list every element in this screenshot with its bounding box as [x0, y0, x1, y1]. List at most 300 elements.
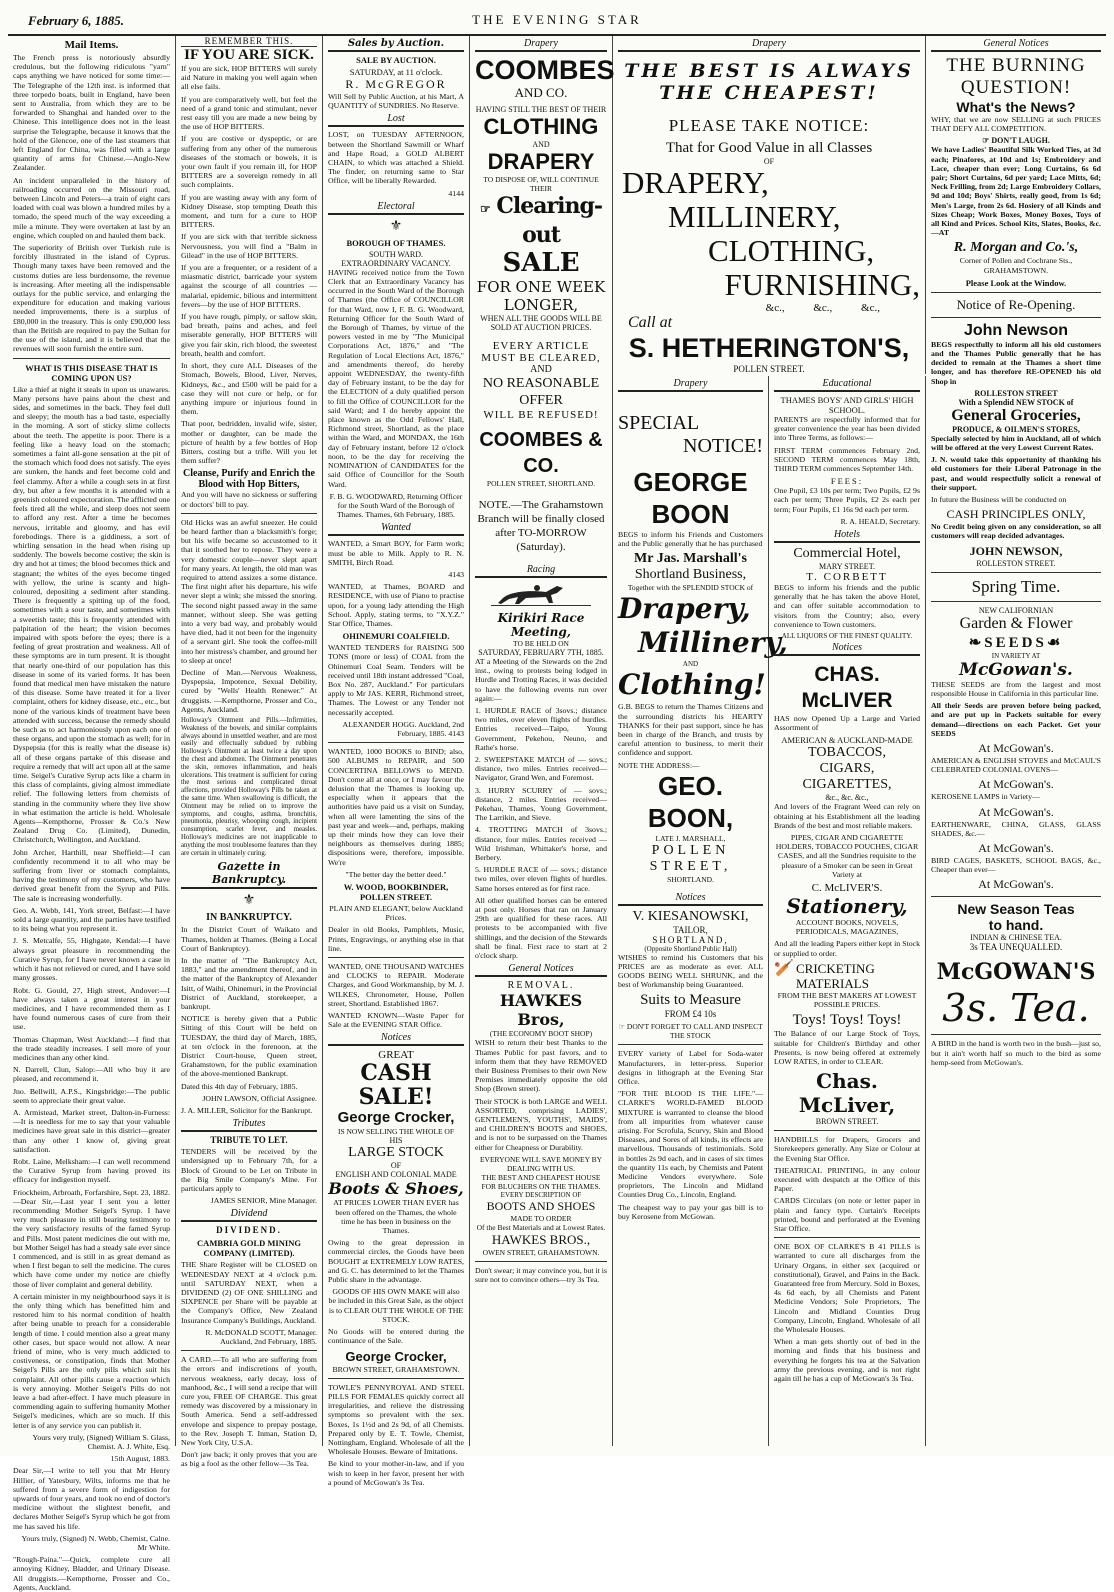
notice-paragraph: FIRST TERM commences February 2nd, SECOND TERM commences May 18th, THIRD TERM commences September 14th.	[774, 445, 920, 474]
advert-paragraph: If you are costive or dyspeptic, or are suffering from any other of the numerous diseases of the stomach or bowels, it is your own fault if you remain ill, for HOP BITTERS are a sovereign remedy in all such complaints.	[181, 134, 317, 190]
address: POLLEN STREET.	[733, 364, 805, 374]
notice-paragraph: BEGS respectfully to inform all his old customers and the Thames Public generally that he has decided to remain at the Thames a short time longer, and has therefore RE-OPENED his old Shop in	[931, 339, 1101, 386]
paper-name: THE EVENING STAR	[472, 12, 642, 27]
address: BROWN STREET.	[815, 1117, 879, 1127]
address: OWEN STREET, GRAHAMSTOWN.	[482, 1247, 600, 1257]
californian-text: NEW CALIFORNIAN	[978, 605, 1054, 615]
no-reasonable-text: NO REASONABLE OFFER	[482, 376, 600, 408]
special-heading: SPECIAL	[618, 412, 700, 434]
racehorse-icon	[491, 581, 591, 609]
signature: Yours truly, (Signed) N. Webb, Chemist, Calne. Mr White.	[21, 1533, 170, 1553]
dividend-heading: DIVIDEND.	[216, 1225, 282, 1236]
wanted-ad: WANTED, ONE THOUSAND WATCHES and CLOCKS to REPAIR. Moderate Charges, and Good Workmanship, by M. J. WILKES, Chronometer, House, Pollen street, Shortland. Established 1867.	[328, 962, 464, 1008]
mcgowans-heading: McGowan's.	[959, 659, 1073, 680]
article-paragraph: The superiority of British over Turkish rule is forcibly illustrated in the island of Cyprus. Though many taxes have been removed and the customs duties are less burdensome, the revenue is increasing. After meeting all the indispensable outlays for the public service, and enlarging the expenditure for education and making various needed improvements, there is a surplus of £80,000 in the treasury. This is only £90,000 less than the British are required to pay the Sultan for the use of the island, and it is believed that the revenues will soon furnish the entire sum.	[13, 243, 170, 354]
notice-paragraph: LOST, on TUESDAY AFTERNOON, between the Shortland Sawmill or Wharf and Hape Road, a GOLD ALBERT CHAIN, to which was attached a Shield. The finder, on returning same to Star Office, will be liberally Rewarded.	[328, 130, 464, 186]
every-article-text: EVERY ARTICLE MUST BE CLEARED,	[481, 340, 601, 364]
at-mcgowans: At McGowan's.	[978, 877, 1054, 892]
boots-shoes-heading: Boots & Shoes,	[328, 1179, 464, 1199]
cash-sale-heading: CASH SALE!	[358, 1060, 434, 1111]
advert-paragraph: Be kind to your mother-in-law, and if you wish to keep in her favor, present her with a pound of McGowan's 3s Tea.	[328, 1459, 464, 1487]
reopening-heading: Notice of Re-Opening.	[956, 296, 1076, 312]
bluchers: THE BEST AND CHEAPEST HOUSE FOR BLUCHERS ON THE THAMES.	[481, 1172, 601, 1191]
of-text: OF	[763, 157, 775, 166]
divider	[328, 957, 464, 958]
george-boon-heading: GEORGE BOON	[633, 467, 748, 529]
large-stock-heading: LARGE STOCK	[348, 1145, 444, 1161]
notice-paragraph: Dated this 4th day of February, 1885.	[181, 1081, 298, 1091]
sale-heading: SALE	[502, 248, 580, 278]
signature: ALEXANDER HOGG. Auckland, 2nd February, 1885. 4143	[342, 719, 464, 738]
clothing-word: CLOTHING,	[708, 233, 875, 268]
divider	[931, 572, 1101, 573]
divider	[181, 1350, 317, 1351]
race-entry: 4. TROTTING MATCH of 3sovs.; distance, four miles. Entries received — Wild Irishman, Whittaker's horse, and Berbery.	[475, 825, 607, 863]
notice-paragraph: WISHES to remind his Customers that his PRICES are as moderate as ever. ALL GOODS BEING WELL SHRUNK, and the best of Workmanship being Guaranteed.	[618, 952, 763, 990]
every-description: EVERY DESCRIPTION OF	[500, 1190, 582, 1199]
testimonial: Robt. Laine, Melksham:—I can well recommend the Curative Syrup from having proved its efficacy for indigestion myself.	[13, 1156, 170, 1185]
testimonial: Geo. A. Webb, 141, York street, Belfast:—I have sold a large quantity, and the parties have testified to its being what you represent it.	[13, 905, 170, 934]
notice-paragraph: NOTICE is hereby given that a Public Sitting of this Court will be held on TUESDAY, the third day of March, 1885, at ten o'clock in the forenoon, at the District Court-house, Queen street, Grahamstown, for the public examination of the above-mentioned Bankrupt.	[181, 1014, 317, 1079]
notice-paragraph: WISH to return their best Thanks to the Thames Public for past favors, and to inform them that they have REMOVED their Business Premises to their own New Premises immediately opposite the old Shop (Brown street).	[475, 1038, 607, 1094]
testimonial: Dear Sir,—I write to tell you that Mr Henry Hillier, of Yatesbury, Wilts, informs me that he suffered from a severe form of indigestion for upwards of four years, and took no end of doctor's medicine without the slightest benefit, and declares Mother Seigel's Syrup which he got from me has saved his life.	[13, 1466, 170, 1531]
hawkes-heading: HAWKES Bros,	[499, 991, 583, 1030]
clearing-out-text: Clearing-out	[496, 193, 602, 248]
testimonial: A. Armistead, Market street, Dalton-in-Furness:—It is needless for me to say that your valuable medicines have great sale in this district—greater than any other I know of, giving great satisfaction.	[13, 1107, 170, 1154]
cambria-heading: CAMBRIA GOLD MINING COMPANY (LIMITED).	[197, 1238, 301, 1259]
section-header-tributes: Tributes	[181, 1118, 317, 1132]
disease-heading: WHAT IS THIS DISEASE THAT IS COMING UPON US?	[25, 362, 158, 383]
notice-paragraph: PIPES, CIGAR AND CIGARETTE HOLDERS, TOBACCO POUCHES, CIGAR CASES, and all the Sundries requisite to the pleasure of a Smoker can be seen in Great Variety at	[775, 833, 919, 879]
signature: R. McDONALD SCOTT, Manager. Auckland, 2nd February, 1885.	[205, 1327, 317, 1347]
etc-text	[618, 302, 920, 314]
ad-number: 4143	[448, 569, 464, 579]
notice-paragraph: Owing to the great depression in commercial circles, the Goods have been BOUGHT at EXTREMELY LOW RATES, and G. C. has determined to let the Thames Public share in the advantage.	[328, 1238, 464, 1285]
made-to-order: MADE TO ORDER	[510, 1213, 572, 1223]
mary-street: MARY STREET.	[818, 562, 875, 572]
dont-laugh	[931, 136, 1101, 145]
divider	[774, 1130, 920, 1131]
hetherington-name: S. HETHERINGTON'S,	[628, 333, 910, 363]
divider	[931, 1034, 1101, 1035]
testimonial: N. Darrell, Clun, Salop:—All who buy it are pleased, and recommend it.	[13, 1065, 170, 1084]
morgan-heading: R. Morgan and Co.'s,	[953, 240, 1079, 256]
signature: JOHN LAWSON, Official Assignee.	[202, 1093, 317, 1103]
marshall-heading: Mr Jas. Marshall's	[634, 551, 747, 567]
crest-icon: ⚜	[389, 218, 403, 234]
at-mcgowans: At McGowan's.	[978, 777, 1054, 792]
advert-paragraph: And you will have no sickness or suffering or doctors' bill to pay.	[181, 490, 317, 509]
section-header-notices: Notices	[328, 1032, 464, 1046]
advert-paragraph: If you have rough, pimply, or sallow skin, bad breath, pains and aches, and feel miserable generally, HOP BITTERS will give you fair skin, rich blood, the sweetest breath, health and comfort.	[181, 312, 317, 358]
rolleston-street: ROLLESTON STREET	[974, 388, 1058, 398]
advert-paragraph: Don't swear; it may convince you, but it is sure not to convince others—try 3s Tea.	[475, 1265, 607, 1284]
auction-heading: SALE BY AUCTION.	[356, 55, 436, 65]
notice-paragraph: Their STOCK is both LARGE and WELL ASSORTED, comprising LADIES', GENTLEMEN'S, YOUTHS', MAIDS', and CHILDREN'S BOOTS and SHOES, and is not to be surpassed on the Thames either for Cheapness or Durability.	[475, 1096, 607, 1152]
column-hop-bitters	[176, 36, 323, 1469]
race-date: SATURDAY, FEBRUARY 7TH, 1885.	[478, 648, 604, 657]
newson-heading: John Newson	[963, 321, 1068, 339]
new-season-teas: New Season Teas	[957, 901, 1075, 918]
auction-prices-text: WHEN ALL THE GOODS WILL BE SOLD AT AUCTION PRICES.	[480, 314, 602, 332]
cricket-icon: 🏏	[774, 959, 794, 977]
high-school-heading: THAMES BOYS' AND GIRLS' HIGH SCHOOL.	[780, 395, 914, 415]
cigars-heading: CIGARS,	[819, 761, 875, 777]
cigarettes-heading: CIGARETTES,	[802, 777, 892, 793]
address: POLLEN STREET, SHORTLAND.	[486, 479, 596, 488]
section-header-drapery: Drapery	[618, 38, 920, 52]
advert-paragraph: In short, they cure ALL Diseases of the Stomach, Bowels, Blood, Liver, Nerves, Kidneys, &c., and £500 will be paid for a case they will not cure or help, or for anything impure or injurious found in them.	[181, 361, 317, 417]
notice-heading: NOTICE!	[683, 435, 763, 457]
crest-icon: ⚜	[242, 893, 256, 909]
tobaccos-heading: TOBACCOS,	[808, 745, 886, 761]
notice-paragraph: EARTHENWARE, CHINA, GLASS, GLASS SHADES, &c.—	[931, 819, 1101, 838]
notice-paragraph: THESE SEEDS are from the largest and most responsible House in California in this particular line.	[931, 679, 1101, 698]
notice-paragraph: AT a Meeting of the Stewards on the 2nd inst., owing to protests being lodged in Hurdle and Trotting Races, it was decided to have the following events run over again:—	[475, 657, 607, 703]
notice-paragraph: TENDERS will be received by the undersigned up to February 7th, for a Block of Ground to be Let on Tribute in the Big Smile Company's Mine. For particulars apply to	[181, 1147, 317, 1194]
commercial-hotel-heading: Commercial Hotel,	[793, 546, 901, 562]
advert-paragraph: That poor, bedridden, invalid wife, sister, mother or daughter, can be made the picture of health by a few bottles of Hop Bitters, costing but a trifle. Will you let them suffer?	[181, 419, 317, 466]
one-week-heading: FOR ONE WEEK	[476, 278, 606, 296]
signature: J. A. MILLER, Solicitor for the Bankrupt.	[181, 1106, 313, 1115]
signature: JAMES SENIOR, Mine Manager.	[210, 1196, 317, 1206]
section-header-general: General Notices	[475, 963, 607, 977]
dispose-text: TO DISPOSE OF, WILL CONTINUE THEIR	[483, 175, 599, 193]
advert-paragraph: CARDS Circulars (on note or letter paper in plain and fancy type. Curtain's Receipts printed, bound and perforated at the Evening Star Office.	[774, 1196, 920, 1233]
advert-paragraph: A CARD.—To all who are suffering from the errors and indiscretions of youth, nervous weakness, early decay, loss of manhood, &c., I will send a recipe that will cure you, FREE OF CHARGE. This great remedy was discovered by a missionary in South America. Send a self-addressed envelope and sixpence to prepay postage, to the Rev. Joseph T. Inman, Station D, New York City, U.S.A.	[181, 1355, 317, 1448]
pollen-street: POLLEN STREET,	[649, 842, 732, 874]
notice-paragraph: All other qualified horses can be entered at post only. Horses that ran on January 29th are qualified for these races. All protests to be accompanied with five shillings, and the decision of the Stewards shall be final. First race to start at 2 o'clock sharp.	[475, 895, 607, 961]
fees-heading: FEES:	[830, 476, 864, 487]
advert-paragraph: EVERY variety of Label for Soda-water Manufacturers, in letter-press. Superior designs in lithograph at the Evening Star Office.	[618, 1049, 763, 1087]
cheapest-heading: THE CHEAPEST!	[659, 82, 879, 104]
to-hand: to hand.	[988, 917, 1044, 934]
hetherington-advert	[613, 36, 926, 374]
and-text: AND	[532, 140, 550, 149]
toys-heading: Toys! Toys! Toys!	[792, 1012, 902, 1029]
testimonial: Friockheim, Arbroath, Forfarshire, Sept. 23, 1882.—Dear Sir,—Last year I sent you a letter recommending Mother Seigel's Syrup. I have very much pleasure in still bearing testimony to the very satisfactory results of the famed Syrup and Pills. Most patent medicines die out with me, but Mother Seigel has had a steady sale ever since I commenced, and is still in as great demand as when I first began to sell the medicine. The cures which have come under my notice are chiefly those of liver complaint and general debility.	[13, 1187, 170, 1289]
economy-boot-shop: (THE ECONOMY BOOT SHOP)	[489, 1029, 593, 1039]
etc-1: &c.,	[765, 302, 785, 314]
wanted-ad: WANTED, 1000 BOOKS to BIND; also, 500 ALBUMS to REPAIR, and 500 CONCERTINA BELLOWS to MEND. Don't come all at once, or I may favour the delusion that the Thames is looking up, especially when it appears that the authorities have paid us a visit on Sunday, when all were lamenting the sins of the past year and week—and, perhaps, making up their minds how they can love their neighbours as themselves during 1885; dispositions were, therefore, impossible. We're	[328, 747, 464, 867]
in-bankruptcy-heading: IN BANKRUPTCY.	[206, 912, 292, 924]
section-header-bankruptcy: Gazette in Bankruptcy.	[181, 860, 317, 889]
section-header-racing: Racing	[475, 564, 607, 578]
longer-heading: LONGER,	[503, 296, 579, 314]
section-header-educational: Educational	[774, 378, 920, 392]
auctioneer-name: R. McGREGOR	[345, 77, 447, 91]
divider	[328, 742, 464, 743]
tailor-text: TAILOR,	[673, 924, 708, 935]
save-money: EVERYONE WILL SAVE MONEY BY DEALING WITH US.	[479, 1154, 603, 1173]
burning-question: THE BURNING QUESTION!	[946, 55, 1086, 98]
divider	[181, 513, 317, 514]
notice-paragraph: PARENTS are respectfully informed that for greater convenience the year has been divided into Three Terms, as follows:—	[774, 415, 920, 443]
notice-paragraph: Will Sell by Public Auction, at his Mart, A QUANTITY of SUNDRIES. No Reserve.	[328, 92, 464, 111]
materials: Of the Best Materials and at Lowest Rates.	[476, 1222, 606, 1232]
good-value-text: That for Good Value in all Classes	[665, 140, 873, 156]
crocker-name: George Crocker,	[345, 1348, 447, 1364]
notice-paragraph: BIRD CAGES, BASKETS, SCHOOL BAGS, &c., Cheaper than ever—	[931, 855, 1101, 875]
divider	[618, 1044, 763, 1045]
etc-3: &c.,	[861, 302, 880, 314]
shortland-text: SHORTLAND,	[652, 934, 729, 945]
notice-paragraph: One Pupil, £3 10s per term; Two Pupils, £2 9s each per term; Three Pupils, £2 2s each per term; Four Pupils, £1 16s 9d each per term.	[774, 486, 920, 514]
testimonial: J. S. Metcalfe, 55, Highgate, Kendal:—I have always great pleasure in recommending the Curative Syrup, for I have never known a case in which it has not relieved or cured, and I have sold many grosses.	[13, 936, 170, 983]
notice-paragraph: In the matter of "The Bankruptcy Act, 1883," and the amendment thereof, and in the matter of the Bankruptcy of Alexander Isitt, of Waihi, Ohinemuri, in the Provincial District of Auckland, storekeeper, a bankrupt.	[181, 955, 317, 1011]
race-entry: 1. HURDLE RACE of 3sovs.; distance two miles, over eleven flights of hurdles. Entries received—Taipo, Young Government, Pekehou, Neuno, and Rathe's horse.	[475, 706, 607, 752]
coombes-heading: COOMBES	[475, 55, 615, 85]
race-entry: 2. SWEEPSTAKE MATCH of — sovs.; distance, two miles. Entries received—Navigator, Grand Wen, and Foremost.	[475, 755, 607, 783]
advert-paragraph: Don't jaw back; it only proves that you are as big a fool as the other fellow—3s Tea.	[181, 1450, 317, 1469]
mcliver-heading: CHAS. McLIVER	[801, 663, 893, 713]
advert-paragraph: "Rough-Paina."—Quick, complete cure all annoying Kidney, Bladder, and Urinary Disease. All druggists.—Kempthorne, Prosser and Co., Agents, Auckland.	[13, 1555, 170, 1592]
race-entry: 3. HURRY SCURRY of — sovs.; distance, 2 miles. Entries received—Pekehau, Thames, Young Government, The Larrikin, and Sieve.	[475, 785, 607, 823]
selling-heading: IS NOW SELLING THE WHOLE OF	[337, 1127, 455, 1137]
quote: "The better day the better deed."	[345, 869, 447, 879]
indian-chinese: INDIAN & CHINESE TEA.	[970, 933, 1062, 943]
divider	[931, 896, 1101, 897]
section-header-lost: Lost	[328, 113, 464, 127]
millinery-word: MILLINERY,	[668, 199, 841, 234]
advert-paragraph: Decline of Man.—Nervous Weakness, Dyspepsia, Impotence, Sexual Debility, cured by "Wells' Health Renewer." At druggists. —Kempthorne, Prosser and Co., Agents, Auckland.	[181, 667, 317, 714]
wanted-ad: WANTED, at Thames, BOARD and RESIDENCE, with use of Piano to practise upon, for a young lady attending the High School. Apply, stating terms, to "X.Y.Z." Star Office, Thames.	[328, 582, 464, 628]
article-paragraph: An incident unparalleled in the history of railroading occurred on the Missouri road, between Lincoln and Peters—a train of eight cars loaded with coal was blown a hundred miles by a tornado, the speed much of the way exceeding a mile a minute. They were overtaken at last by an engine, which coupled on and hauled them back.	[13, 175, 170, 240]
notice-paragraph: No Credit being given on any consideration, so all customers will reap decided advantages.	[931, 522, 1101, 541]
spring-time-heading: Spring Time.	[971, 576, 1061, 596]
opposite-hall: (Opposite Shortland Public Hall)	[644, 944, 737, 953]
notice-paragraph: AT PRICES LOWER THAN EVER has been offered on the Thames, the whole time he has been in business on the Thames.	[333, 1198, 459, 1236]
notice-paragraph: PLAIN AND ELEGANT, below Auckland Prices.	[329, 904, 463, 923]
divider	[931, 292, 1101, 293]
advert-paragraph: If you are comparatively well, but feel the need of a grand tonic and stimulant, never rest easy till you are made a new being by the use of HOP BITTERS.	[181, 94, 317, 132]
at-mcgowans: At McGowan's.	[978, 740, 1054, 755]
advert-paragraph: If you are sick, HOP BITTERS will surely aid Nature in making you well again when all else fails.	[181, 64, 317, 92]
drapery-heading: DRAPERY	[487, 149, 595, 174]
column-mail-items	[8, 36, 176, 1592]
together-with: Together with the SPLENDID STOCK of	[627, 583, 754, 593]
article-paragraph: Old Hicks was an awful sneezer. He could be heard farther than a blacksmith's forge; but his wife became so accustomed to it that it soothed her to repose. They were a very domestic couple—never slept apart for many years. At length, the old man was required to attend assizes a some distance. The first night after his departure, his wife never slept a wink; she missed the snoring. The second night passed away in the same manner, without sleep. She was getting into a very bad way, and probably would have died, had it not been for the ingenuity of a servant girl. She took the coffee-mill into her mistress's chamber, and ground her to sleep at once!	[181, 517, 317, 665]
notice-paragraph: No Goods will be entered during the continuance of the Sale.	[328, 1327, 464, 1346]
late-marshall: LATE J. MARSHALL,	[655, 833, 726, 843]
kirikiri-heading: Kirikiri Race Meeting,	[497, 611, 585, 639]
wanted-ad: WANTED, a Smart BOY, for Farm work; must be able to Milk. Apply to R. N. SMITH, Birch Road.	[328, 539, 464, 567]
advert-paragraph: When a man gets shortly out of bed in the morning and finds that his business and everything he forgets his tea at the Salvation army the previous evening, and is not right again till he has a cup of McGowan's 3s Tea.	[774, 1337, 920, 1383]
divider	[931, 601, 1101, 602]
column-educational	[769, 376, 926, 1446]
etc-2: &c.,	[813, 302, 833, 314]
pointing-hand-icon: ☞	[479, 202, 490, 216]
garden-flower: Garden & Flower	[959, 614, 1073, 632]
three-shilling-tea: 3s. Tea.	[942, 986, 1090, 1031]
millinery-gothic: Millinery,	[638, 626, 788, 660]
ad-number: 4144	[448, 188, 464, 198]
dont-forget-text: DON'T FORGET TO CALL AND INSPECT THE STOCK	[626, 1022, 763, 1041]
divider	[328, 1378, 464, 1379]
testimonial: Robt. G. Gould, 27, High street, Andover:—I have always taken a great interest in your medicines, and I have recommended them as I have found numerous cases of cure from their use.	[13, 985, 170, 1032]
section-header-general: General Notices	[931, 38, 1101, 52]
flourish-icon: ❧	[968, 634, 985, 651]
etc-text: &c., &c. &c.,	[825, 793, 869, 803]
signature: Yours very truly, (Signed) William S. Glass, Chemist. A. J. White, Esq.	[32, 1432, 170, 1452]
seeds-text: SEEDS	[984, 634, 1047, 651]
column-general-notices	[926, 36, 1106, 1446]
geo-boon-heading: GEO. BOON,	[647, 770, 734, 833]
issue-date: February 6, 1885.	[28, 13, 125, 28]
liquors-text: ALL LIQUORS OF THE FINEST QUALITY.	[781, 632, 913, 641]
notice-paragraph: Dealer in old Books, Pamphlets, Music, Prints, Engravings, or anything else in that line.	[328, 925, 464, 953]
american-auckland: AMERICAN & AUCKLAND-MADE	[781, 735, 913, 746]
look-window: Please Look at the Window.	[965, 277, 1067, 288]
cash-principles: CASH PRINCIPLES ONLY,	[946, 507, 1086, 522]
corbett-name: T. CORBETT	[806, 571, 888, 584]
mcgowans-big: McGOWAN'S	[936, 959, 1096, 986]
masthead	[8, 8, 1106, 36]
cleanse-heading: Cleanse, Purify and Enrich the Blood with Hop Bitters,	[183, 468, 315, 491]
section-header-hotels: Hotels	[774, 529, 920, 543]
clearing-out-heading	[475, 193, 607, 248]
advert-paragraph: ONE BOX OF CLARKE'S B 41 PILLS is warranted to cure all discharges from the Urinary Organs, in either sex (acquired or constitutional), Gravel, and Pains in the Back. Guaranteed free from Mercury. Sold in Boxes, 4s 6d each, by all Chemists and Patent Medicine Vendors; Sole Proprietors, The Lincoln and Midland Counties Drug Company, Lincoln, England. Wholesale of all the Wholesale Houses.	[774, 1242, 920, 1334]
section-header-drapery: Drapery	[475, 38, 607, 52]
and-co-heading: AND CO.	[514, 85, 568, 100]
section-header-notices: Notices	[774, 642, 920, 656]
section-header-auction: Sales by Auction.	[328, 38, 464, 52]
shortland-business: Shortland Business,	[634, 567, 747, 583]
notice-paragraph: THE Share Register will be CLOSED on WEDNESDAY NEXT at 4 o'clock p.m. until SATURDAY NEXT, when a DIVIDEND (2) OF ONE SHILLING and SIXPENCE per Share will be payable at the Company's Office, New Zealand Insurance Company's Buildings, Auckland.	[181, 1260, 317, 1325]
call-at: Call at	[628, 314, 673, 331]
divider	[13, 358, 170, 359]
coalfield-heading: OHINEMURI COALFIELD.	[342, 631, 450, 642]
testimonial: A certain minister in my neighbourhood says it is the only thing which has benefitted him and restored him to his normal condition of health after being unable to preach for a considerable length of time. I could mention also a great many other cases, but space would not allow. A near friend of mine, who is very much addicted to costiveness, or constipation, finds that Mother Seigel's Pills are the only pills which suit his complaint. All other pills cause a reaction which is very annoying. Mother Seigel's Pills do not leave a bad after-effect. I have much pleasure in commending again to suffering humanity Mother Seigel's medicines, which are so much. If this letter is of any service you can publish it.	[13, 1291, 170, 1430]
wanted-ad: WANTED TENDERS for RAISING 500 TONS (more or less) of COAL from the Ohinemuri Coal Seam. Tenders will be received until 18th instant addressed "Coal, Box No. 287, Auckland." For particulars apply to Mr JAS. KERR, Richmond street, Thames. The Lowest or any Tender not necessarily accepted.	[328, 643, 464, 717]
article-paragraph: The French press is notoriously absurdly credulous, but the following ridiculous "yarn" caps anything we have noticed for some time:—The Telegraphe of the 12th inst. is informed that three torpedo boats, built in England, have been sent to Australia, from which they are to be forwarded to Shanghai and handed over to the Chinese. This intelligence does not in the least surprise the Telegraphe, because it knows that the hold of the Glencoe, one of the last steamers that left England for China, was filled with a large quantity of arms for Chinese.—Anglo-New Zealander.	[13, 53, 170, 173]
cricketing-heading	[774, 961, 920, 991]
pointing-hand-icon: ☞	[618, 1022, 626, 1032]
testimonial: John Archer, Harthill, near Sheffield:—I can confidently recommend it to all who may be suffering from liver or stomach complaints, having the testimony of my customers, who have derived great benefit from the Syrup and Pills. The sale is increasing wonderfully.	[13, 847, 170, 903]
notice-paragraph: KEROSENE LAMPS in Variety—	[931, 792, 1040, 802]
price-list: We have Ladies' Beautiful Silk Worked Ties, at 3d each; Pinafores, at 10d and 1s; Embroidery and Lace, cheaper than ever; Long Curtains, 6s 6d pair; Short Curtains, 6d per yard; Lace Mitts, 6d; Neck Frilling, from 2d; Large Embroidery Collars, 9d and 10d; Boys' Shirts, really good, from 1s 6d; Men's Large, from 2s 6d. Hosiery of all Kinds and Sizes Cheap; Work Boxes, Money Boxes, Toys of all Kind and Prices. School Kits, Slates, Books, &c.—AT	[931, 145, 1101, 238]
advert-paragraph: The cheapest way to pay your gas bill is to buy Kerosene from McGowan.	[618, 1202, 763, 1221]
at-mcgowans: At McGowan's.	[978, 840, 1054, 855]
notice-paragraph: BEGS to inform his Friends and Customers and the Public generally that he has purchased	[618, 530, 763, 549]
remember-this-heading: REMEMBER THIS.	[181, 36, 317, 47]
note-address: NOTE THE ADDRESS:—	[618, 760, 700, 770]
notice-paragraph: G.B. BEGS to return the Thames Citizens and the surrounding districts his HEARTY THANKS for their past support, since he has been in charge of the Branch, and trusts by careful attention to business, to merit their confidence and support.	[618, 702, 763, 758]
wanted-ad: WANTED KNOWN—Waste Paper for Sale at the EVENING STAR Office.	[328, 1011, 464, 1030]
race-entry: 5. HURDLE RACE of — sovs.; distance two miles, over eleven flights of hurdles. Same horses entered as for first race.	[475, 865, 607, 893]
having-still: HAVING STILL THE BEST OF THEIR	[475, 105, 607, 114]
notice-paragraph: The Balance of our Large Stock of Toys, suitable for Children's Birthday and other Presents, is now being offered at extremely LOW RATES, in order to CLEAR.	[774, 1029, 920, 1066]
held-on: TO BE HELD ON	[513, 639, 569, 648]
bookbinder-heading: W. WOOD, BOOKBINDER, POLLEN STREET.	[343, 882, 449, 903]
at-mcgowans: At McGowan's.	[978, 804, 1054, 819]
mail-items-heading: Mail Items.	[64, 39, 119, 51]
borough-heading: BOROUGH OF THAMES.	[346, 237, 446, 248]
dont-laugh-text: DON'T LAUGH.	[991, 136, 1050, 146]
great-heading: GREAT	[378, 1049, 414, 1062]
english-colonial-heading: ENGLISH AND COLONIAL MADE	[335, 1170, 457, 1180]
section-header-electoral: Electoral	[328, 201, 464, 215]
flourish-icon: ☙	[1046, 634, 1064, 651]
shortland-text: SHORTLAND.	[667, 874, 714, 884]
dont-forget	[618, 1022, 763, 1040]
clothing-gothic: Clothing!	[618, 668, 766, 702]
hawkes-footer: HAWKES BROS.,	[491, 1231, 591, 1247]
notice-paragraph: HAS now Opened Up a Large and Varied Assortment of	[774, 714, 920, 733]
notice-paragraph: J. N. would take this opportunity of thanking his old customers for their Liberal Patronage in the past, and would respectfully solicit a renewal of their support.	[931, 455, 1101, 492]
divider	[475, 1261, 607, 1262]
address: Corner of Pollen and Cochrane Sts., GRAHAMSTOWN.	[959, 256, 1073, 275]
notice-paragraph: And lovers of the Fragrant Weed can rely on obtaining at his Establishment all the leading Brands of the best and most reliable makers.	[774, 802, 920, 830]
newson-footer: JOHN NEWSON,	[969, 543, 1063, 558]
notice-paragraph: All their Seeds are proven before being packed, and are put up in Packets suitable for every demand—directions on each Packet. Get your SEEDS	[931, 701, 1101, 738]
clothing-heading: CLOTHING	[483, 114, 599, 139]
advert-paragraph: If you are wasting away with any form of Kidney Disease, stop tempting Death this moment, and turn for a cure to HOP BITTERS.	[181, 192, 317, 230]
letter-date: 15th August, 1883.	[110, 1454, 170, 1464]
tribute-heading: TRIBUTE TO LET.	[210, 1135, 288, 1146]
advert-paragraph: If you are a frequenter, or a resident of a miasmatic district, barricade your system against the scourge of all countries —malarial, epidemic, bilious and intermittent fevers—by the use of HOP BITTERS.	[181, 263, 317, 309]
notice-paragraph: HAVING received notice from the Town Clerk that an Extraordinary Vacancy has occurred in the South Ward of the Borough of Thames (the Office of COUNCILLOR for that Ward, now I, F. B. G. Woodward, Returning Officer for the South Ward of the Borough of Thames, by virtue of the powers vested in me by "The Municipal Corporations Act, 1876," and "The Regulation of Local Elections Act, 1876," and amendments thereof, do hereby appoint WEDNESDAY, the twenty-fifth day of February instant, to be the day for the ELECTION of a duly qualified person to fill the Office of COUNCILLOR for the said Ward; and I do hereby appoint the place known as the Odd Fellows' Hall, Richmond street, Shortland, as the place within the Ward, and MONDAX, the 16th day of February instant, before 12 o'clock noon, to be the day for receiving the NOMINATION of CANDIDATES for the said Office of Councillor for the South Ward.	[328, 267, 464, 489]
testimonial: Thomas Chapman, West Auckland:—I find that the trade steadily increases. I sell more of your medicines than any other kind.	[13, 1034, 170, 1062]
kiesanowski-heading: V. KIESANOWSKI,	[632, 908, 749, 924]
produce-heading: PRODUCE, & OILMEN'S STORES,	[952, 424, 1080, 434]
of-heading: OF	[390, 1161, 402, 1171]
crocker-name: George Crocker,	[337, 1109, 455, 1127]
suits-heading: Suits to Measure	[640, 992, 741, 1009]
notice-paragraph: And all the leading Papers either kept in Stock or supplied to order.	[774, 939, 920, 958]
furnishing-word: FURNISHING,	[724, 267, 920, 302]
section-header-wanted: Wanted	[328, 522, 464, 536]
stationery-heading: Stationery,	[786, 894, 908, 919]
notice-paragraph: FROM THE BEST MAKERS AT LOWEST POSSIBLE PRICES.	[777, 990, 917, 1010]
advert-paragraph: THEATRICAL PRINTING, in any colour executed with despatch at the Office of this Paper.	[774, 1165, 920, 1194]
tea-unequalled: 3s TEA UNEQUALLED.	[969, 942, 1063, 953]
cricketing-text: CRICKETING MATERIALS	[796, 960, 875, 991]
best-always-heading: THE BEST IS ALWAYS	[624, 60, 914, 82]
advert-paragraph: TOWLE'S PENNYROYAL AND STEEL PILLS FOR FEMALES quickly correct all irregularities, and relieve the distressing symptoms so prevalent with the sex. Boxes, 1s 1½d and 2s 9d, of all Chemists. Prepared only by E. T. Towle, Chemist, Nottingham, England. Wholesale of all the Wholesale Houses. Beware of Imitations.	[328, 1382, 464, 1457]
address: ROLLESTON STREET.	[976, 558, 1056, 568]
advert-paragraph: "FOR THE BLOOD IS THE LIFE."— CLARKE'S WORLD-FAMED BLOOD MIXTURE is warranted to cleanse the blood from all impurities from whatever cause arising. For Scrofula, Scurvy, Skin and Blood Diseases, and Sores of all kinds, its effects are marvellous. Thousands of testimonials. Sold in bottles 2s 9d each, and in cases of six times the quantity 11s each, by Chemists and Patent Medicine Vendors everywhere. Sole proprietors, The Lincoln and Midland Counties Drug Co., Lincoln, England.	[618, 1089, 763, 1200]
ward-heading: SOUTH WARD.	[368, 249, 424, 259]
section-header-drapery: Drapery	[618, 378, 763, 392]
testimonial: Jno. Bellwill, A.P.S., Kingsbridge:—The public seem to appreciate their great value.	[13, 1086, 170, 1105]
column-coombes	[470, 36, 613, 1446]
notice-paragraph: GOODS OF HIS OWN MAKE will also be included in this Great Sale, as the object is to CLEAR OUT THE WHOLE OF THE STOCK.	[328, 1287, 464, 1324]
advert-paragraph: Holloway's Ointment and Pills.—Infirmities, Weakness of the bowels, and similar complaints always abound in unsettled weather, and are most easily and effectually subdued by rubbing Holloway's Ointment at least twice a day upon the chest and abdomen. The Ointment penetrates the skin, removes inflammation, and heals ulcerations. This treatment is sufficient for curing the most serious and complicated throat affections, provided Holloway's Pills be taken at the same time. When swallowing is difficult, the Ointment may be relied on to improve the symptoms, and coughs, asthma, bronchitis, pneumonia, pleurisy, whooping cough, incipient consumption, scarlet fever, and measles. Holloway's medicines are not inapplicable to anything the most troublesome features than they are certain in ultimately curing.	[181, 717, 317, 857]
price-from: FROM £4 10s	[664, 1009, 717, 1020]
in-variety: IN VARIETY AT	[991, 651, 1041, 660]
removal-heading: REMOVAL.	[507, 980, 575, 992]
section-header-dividend: Dividend	[181, 1208, 317, 1222]
notice-paragraph: In the District Court of Waikato and Thames, holden at Thames. (Being a Local Court of Bankruptcy).	[181, 925, 317, 953]
notice-paragraph: AMERICAN & ENGLISH STOVES and McCAUL'S CELEBRATED COLONIAL OVENS—	[931, 755, 1101, 775]
whats-the-news: What's the News?	[956, 99, 1076, 115]
seeds-heading	[931, 633, 1101, 652]
divider	[774, 1237, 920, 1238]
auction-time: SATURDAY, at 11 o'clock.	[349, 67, 443, 77]
signature: R. A. HEALD, Secretary.	[840, 516, 920, 526]
if-you-are-sick-heading: IF YOU ARE SICK.	[184, 47, 314, 63]
notice-paragraph: WHY, that we are now SELLING at such PRICES THAT DEFY ALL COMPETITION.	[931, 115, 1101, 134]
section-header-notices: Notices	[618, 892, 763, 906]
advert-paragraph: HANDBILLS for Drapers, Grocers and Storekeepers generally. Any Size or Colour at the Evening Star Office.	[774, 1135, 920, 1163]
advert-paragraph: A BIRD in the hand is worth two in the bush—just so, but it ain't worth half so much to the bird as some hemp-seed from McGowan's.	[931, 1039, 1101, 1067]
address: BROWN STREET, GRAHAMSTOWN.	[332, 1364, 460, 1374]
refused-text: WILL BE REFUSED!	[483, 409, 599, 421]
notice-paragraph: ACCOUNT BOOKS, NOVELS, PERIODICALS, MAGAZINES,	[795, 918, 899, 937]
notice-paragraph: In future the Business will be conducted on	[931, 495, 1067, 505]
column-george-boon	[613, 376, 788, 1446]
